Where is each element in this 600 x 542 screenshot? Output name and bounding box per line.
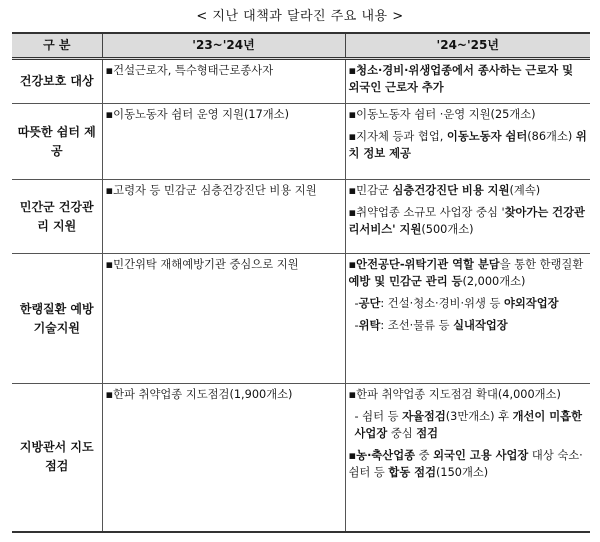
header-previous-period: '23~'24년	[102, 33, 345, 59]
text-segment: : 조선·물류 등	[380, 319, 454, 332]
previous-measure-item: ▪이동노동자 쉼터 운영 지원(17개소)	[105, 108, 289, 121]
current-measure-item	[349, 182, 588, 199]
current-measure-subitem	[355, 295, 588, 312]
text-segment: ▪한파 취약업종 지도점검 확대(4,000개소)	[348, 388, 561, 401]
emphasized-text: 합동 점검	[388, 466, 437, 479]
current-measure-cell	[345, 104, 590, 180]
text-segment: (500개소)	[421, 223, 474, 236]
text-segment: (2,000개소)	[462, 275, 526, 288]
previous-measure-item: ▪고령자 등 민감군 심층건강진단 비용 지원	[105, 184, 317, 197]
current-measure-cell	[345, 254, 590, 384]
text-segment: (3만개소) 후	[445, 410, 513, 423]
row-category: 건강보호 대상	[12, 59, 102, 104]
emphasized-text: 이동노동자 쉼터	[446, 130, 528, 143]
emphasized-text: 찾아가는 건강관리서비스' 지원	[348, 206, 585, 236]
current-measure-subitem	[355, 317, 588, 334]
current-measure-item	[349, 447, 588, 481]
emphasized-text: 점검	[416, 427, 439, 440]
header-current-period: '24~'25년	[345, 33, 590, 59]
current-measure-item	[349, 62, 588, 96]
previous-measure-cell	[102, 104, 345, 180]
table-header-row	[12, 33, 590, 59]
row-category: 지방관서 지도점검	[12, 384, 102, 532]
emphasized-text: 자율점검	[402, 410, 446, 423]
emphasized-text: 위치 정보 제공	[348, 130, 587, 160]
emphasized-text: 청소·경비·위생업종에서 종사하는 근로자 및 외국인 근로자 추가	[348, 64, 573, 94]
row-category: 따뜻한 쉼터 제공	[12, 104, 102, 180]
text-segment: (계속)	[509, 184, 541, 197]
text-segment: 중심	[387, 427, 417, 440]
emphasized-text: 실내작업장	[453, 319, 508, 332]
current-measure-item	[349, 106, 588, 123]
current-measure-subitem	[355, 408, 588, 442]
row-category: 민간군 건강관리 지원	[12, 180, 102, 254]
emphasized-text: 예방 및 민감군 관리 등	[348, 275, 463, 288]
text-segment: ▪	[348, 258, 357, 271]
emphasized-text: 농·축산업종	[356, 449, 416, 462]
current-measure-item	[349, 386, 588, 403]
row-category: 한랭질환 예방 기술지원	[12, 254, 102, 384]
table-row	[12, 59, 590, 104]
previous-measure-item: ▪건설근로자, 특수형태근로종사자	[105, 64, 274, 77]
current-measure-item	[349, 256, 588, 290]
previous-measure-cell	[102, 59, 345, 104]
emphasized-text: 안전공단-위탁기관 역할 분담	[356, 258, 500, 271]
previous-measure-cell	[102, 180, 345, 254]
comparison-table	[12, 32, 590, 533]
text-segment: 대상 숙소·쉼터 등	[348, 449, 583, 479]
text-segment: -	[354, 319, 359, 332]
emphasized-text: 심층건강진단 비용 지원	[392, 184, 510, 197]
table-row	[12, 384, 590, 532]
previous-measure-cell	[102, 384, 345, 532]
document-title: < 지난 대책과 달라진 주요 내용 >	[196, 9, 404, 24]
previous-measure-item: ▪민간위탁 재해예방기관 중심으로 지원	[105, 258, 299, 271]
current-measure-cell	[345, 59, 590, 104]
table-row	[12, 104, 590, 180]
current-measure-item	[349, 128, 588, 162]
emphasized-text: 위탁	[358, 319, 381, 332]
text-segment: ▪취약업종 소규모 사업장 중심 '	[348, 206, 505, 219]
text-segment: (86개소)	[527, 130, 576, 143]
current-measure-cell	[345, 180, 590, 254]
text-segment: : 건설·청소·경비·위생 등	[380, 297, 504, 310]
previous-measure-cell	[102, 254, 345, 384]
current-measure-cell	[345, 384, 590, 532]
text-segment: ▪	[348, 64, 357, 77]
table-row	[12, 180, 590, 254]
text-segment: ▪이동노동자 쉼터 ·운영 지원(25개소)	[348, 108, 536, 121]
text-segment: ▪지자체 등과 협업,	[348, 130, 447, 143]
text-segment: 중	[415, 449, 434, 462]
table-row	[12, 254, 590, 384]
text-segment: - 쉼터 등	[354, 410, 403, 423]
text-segment: 을 통한 한랭질환	[499, 258, 584, 271]
text-segment: ▪민감군	[348, 184, 393, 197]
text-segment: ▪	[348, 449, 357, 462]
text-segment: -	[354, 297, 359, 310]
emphasized-text: 공단	[358, 297, 381, 310]
header-category: 구 분	[12, 33, 102, 59]
emphasized-text: 야외작업장	[503, 297, 559, 310]
emphasized-text: 외국인 고용 사업장	[433, 449, 529, 462]
current-measure-item	[349, 204, 588, 238]
previous-measure-item: ▪한파 취약업종 지도점검(1,900개소)	[105, 388, 293, 401]
emphasized-text: 개선이 미흡한 사업장	[354, 410, 583, 440]
text-segment: (150개소)	[436, 466, 489, 479]
